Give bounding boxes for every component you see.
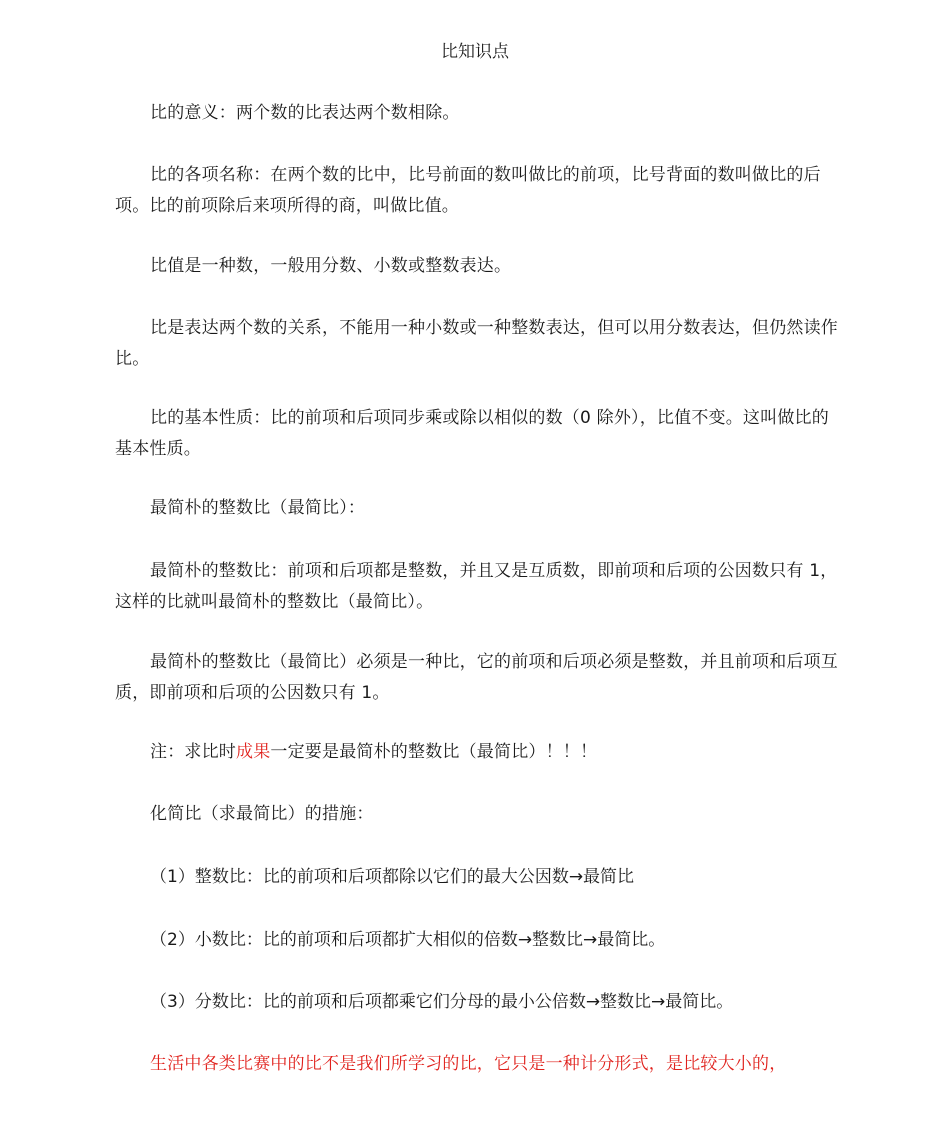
paragraph-meaning: 比的意义：两个数的比表达两个数相除。 [150,103,460,123]
document-title: 比知识点 [441,42,509,62]
note-suffix: 一定要是最简朴的整数比（最简比）！！！ [270,742,598,762]
paragraph-simplest-requirement: 最简朴的整数比（最简比）必须是一种比，它的前项和后项必须是整数，并且前项和后项互质，即前项和后项的公因数只有 1。 [115,652,838,703]
paragraph-note [115,737,840,768]
paragraph-simplest-definition: 最简朴的整数比：前项和后项都是整数，并且又是互质数，即前项和后项的公因数只有 1，这样的比就叫最简朴的整数比（最简比）。 [115,561,838,612]
note-highlight: 成果 [236,742,271,762]
paragraph-simplest-heading: 最简朴的整数比（最简比）： [150,498,366,518]
paragraph-relationship: 比是表达两个数的关系，不能用一种小数或一种整数表达，但可以用分数表达，但仍然读作比。 [115,318,838,369]
paragraph-method-heading: 化简比（求最简比）的措施： [150,804,374,824]
paragraph-basic-property: 比的基本性质：比的前项和后项同步乘或除以相似的数（0 除外），比值不变。这叫做比的基本性质。 [115,408,829,459]
list-item-fraction-ratio: （3）分数比：比的前项和后项都乘它们分母的最小公倍数→整数比→最简比。 [150,992,734,1012]
paragraph-ratio-value: 比值是一种数，一般用分数、小数或整数表达。 [150,256,512,276]
list-item-integer-ratio: （1）整数比：比的前项和后项都除以它们的最大公因数→最简比 [150,867,635,887]
paragraph-red-remark: 生活中各类比赛中的比不是我们所学习的比，它只是一种计分形式，是比较大小的， [150,1054,787,1074]
list-item-decimal-ratio: （2）小数比：比的前项和后项都扩大相似的倍数→整数比→最简比。 [150,930,666,950]
note-prefix: 注：求比时 [150,742,236,762]
paragraph-term-names: 比的各项名称：在两个数的比中，比号前面的数叫做比的前项，比号背面的数叫做比的后项。比的前项除后来项所得的商，叫做比值。 [115,165,821,216]
